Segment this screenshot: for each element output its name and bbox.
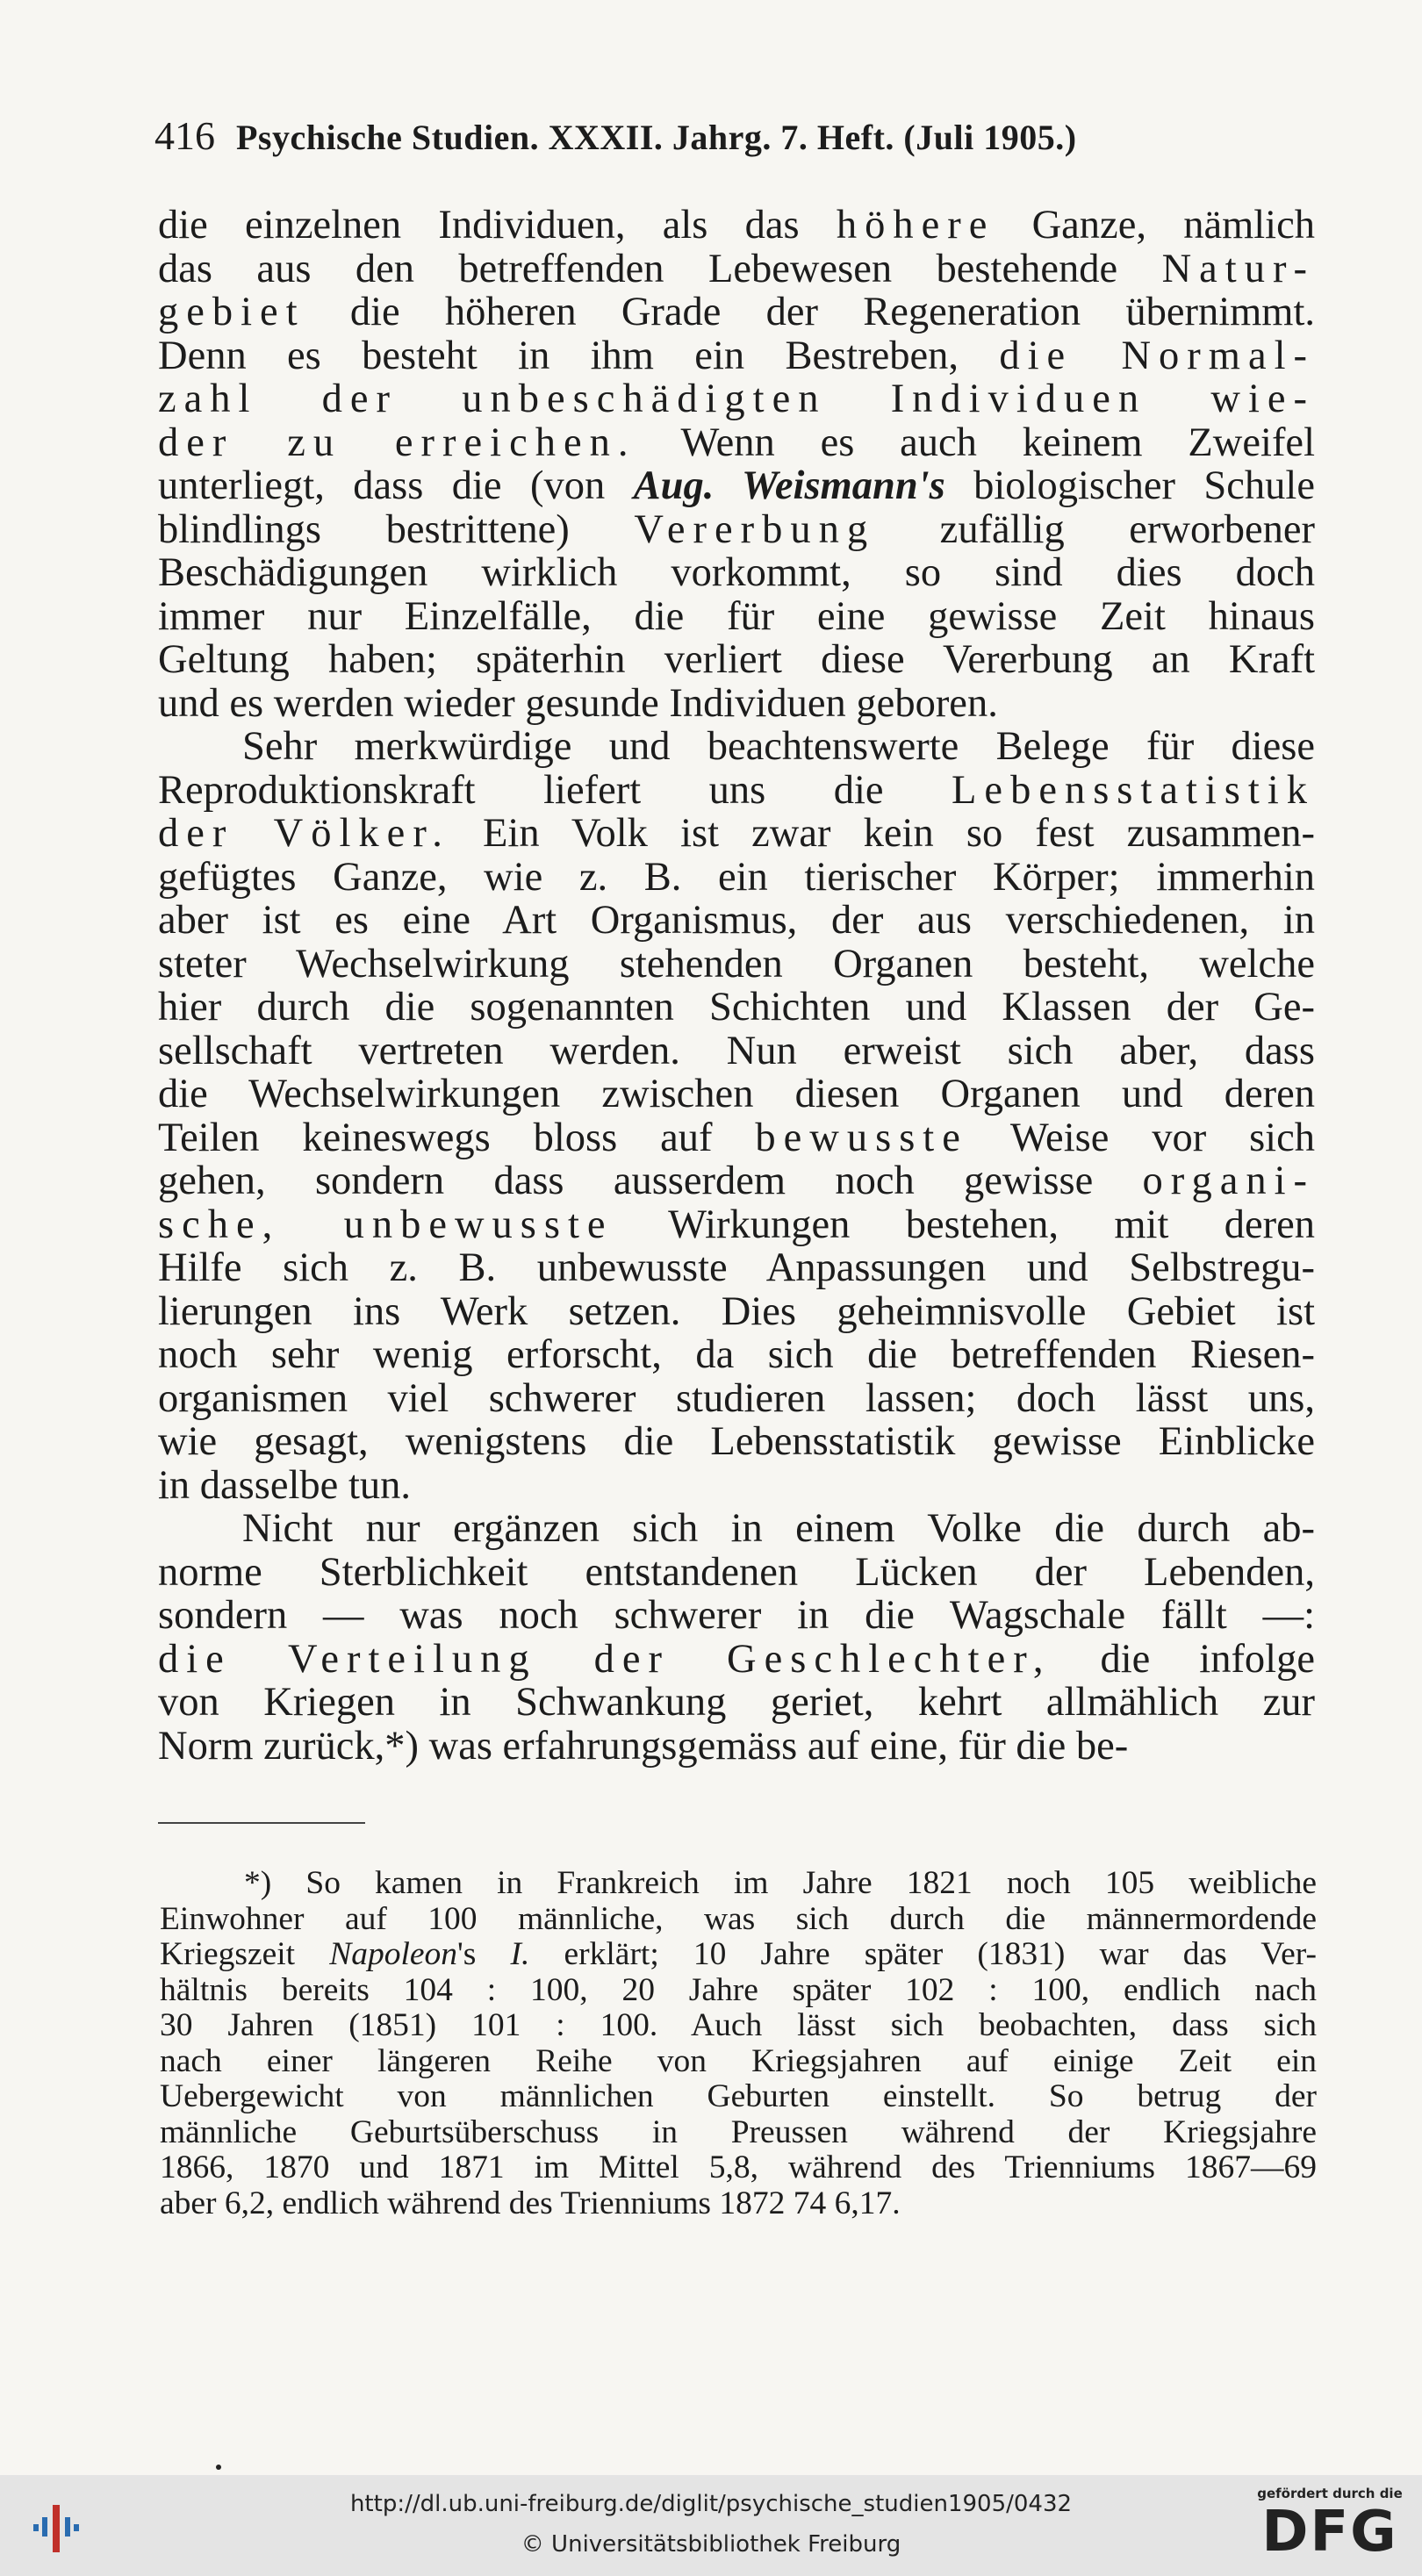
text-line — [158, 725, 1315, 769]
text-run: Nicht nur ergänzen sich in einem Volke die durch ab- — [242, 1506, 1315, 1551]
emphasis-spaced: die Verteilung der Geschlechter, — [158, 1636, 1052, 1682]
text-line — [158, 1638, 1315, 1682]
text-run: noch sehr wenig erforscht, da sich die betreffenden Riesen- — [158, 1332, 1315, 1377]
text-line — [158, 1073, 1315, 1116]
text-run: das aus den betreffenden Lebewesen bestehende — [158, 246, 1162, 291]
text-run: Reproduktionskraft liefert uns die — [158, 767, 952, 813]
text-run: Weise vor sich — [967, 1115, 1315, 1160]
text-run: sondern — was noch schwerer in die Wagschale fällt —: — [158, 1593, 1315, 1638]
running-header — [154, 112, 1296, 165]
text-run: lierungen ins Werk setzen. Dies geheimnisvolle Gebiet ist — [158, 1288, 1315, 1334]
text-run: Norm zurück,*) was erfahrungsgemäss auf eine, für die be- — [158, 1723, 1129, 1769]
emphasis-spaced: gebiet — [158, 290, 305, 334]
text-run: die höheren Grade der Regeneration übernimmt. — [305, 290, 1315, 334]
emphasis-spaced: Natur- — [1161, 246, 1315, 291]
text-line — [158, 856, 1315, 900]
dfg-wordmark: DFG — [1261, 2500, 1398, 2565]
text-line — [158, 334, 1315, 378]
text-line — [158, 1507, 1315, 1551]
text-run: männliche Geburtsüberschuss in Preussen während der Kriegsjahre — [160, 2113, 1317, 2150]
emphasis-spaced: organi- — [1142, 1159, 1315, 1203]
text-run: hältnis bereits 104 : 100, 20 Jahre später 102 : 100, endlich nach — [160, 1971, 1317, 2008]
text-line — [158, 508, 1315, 552]
text-line — [158, 291, 1315, 334]
text-run: steter Wechselwirkung stehenden Organen besteht, welche — [158, 941, 1315, 987]
text-run: hier durch die sogenannten Schichten und Klassen der Ge- — [158, 985, 1315, 1030]
text-line — [160, 1902, 1317, 1938]
text-run: 1866, 1870 und 1871 im Mittel 5,8, während des Trienniums 1867—69 — [160, 2149, 1317, 2185]
emphasis-spaced: bewusste — [755, 1115, 968, 1160]
emphasis-spaced: höhere — [836, 203, 995, 248]
ink-speck — [216, 2465, 221, 2470]
text-run: gefügtes Ganze, wie z. B. ein tierischer Körper; immerhin — [158, 854, 1315, 900]
text-line — [158, 1725, 1315, 1769]
text-run: Kriegszeit — [160, 1936, 330, 1972]
italic-name: Aug. Weismann's — [633, 463, 945, 508]
text-line — [158, 595, 1315, 639]
text-run: erklärt; 10 Jahre später (1831) war das Ver- — [529, 1936, 1317, 1972]
text-line — [160, 2079, 1317, 2115]
text-line — [158, 1420, 1315, 1464]
text-line — [158, 1551, 1315, 1595]
text-run: Hilfe sich z. B. unbewusste Anpassungen und Selbstregu- — [158, 1245, 1315, 1290]
text-run: aber ist es eine Art Organismus, der aus verschiedenen, in — [158, 898, 1315, 943]
text-line — [158, 421, 1315, 465]
text-run: Denn es besteht in ihm ein Bestreben, — [158, 333, 1000, 378]
text-run: organismen viel schwerer studieren lassen; doch lässt uns, — [158, 1375, 1315, 1421]
text-run: biologischer Schule — [944, 463, 1315, 508]
text-line — [158, 1681, 1315, 1725]
text-run: die infolge — [1051, 1636, 1315, 1682]
emphasis-spaced: Vererbung — [634, 506, 876, 552]
text-run: Wirkungen bestehen, mit deren — [613, 1202, 1315, 1247]
text-run: aber 6,2, endlich während des Trienniums 1872 74 6,17. — [160, 2185, 901, 2221]
text-run: 's — [457, 1936, 511, 1972]
text-run: Uebergewicht von männlichen Geburten einstellt. So betrug der — [160, 2078, 1317, 2114]
source-url[interactable]: http://dl.ub.uni-freiburg.de/diglit/psychische_studien1905/0432 — [349, 2491, 1073, 2517]
text-run: wie gesagt, wenigstens die Lebensstatistik gewisse Einblicke — [158, 1419, 1315, 1464]
emphasis-spaced: Lebensstatistik — [952, 767, 1315, 813]
text-run: blindlings bestrittene) — [158, 506, 635, 552]
body-text — [158, 204, 1315, 1768]
text-run: Wenn es auch keinem Zweifel — [636, 420, 1315, 465]
text-run: und es werden wieder gesunde Individuen geboren. — [158, 680, 998, 726]
text-run: *) So kamen in Frankreich im Jahre 1821 noch 105 weibliche — [244, 1865, 1317, 1901]
text-line — [158, 204, 1315, 248]
text-run: Ein Volk ist zwar kein so fest zusammen- — [449, 811, 1315, 856]
text-run: die einzelnen Individuen, als das — [158, 203, 837, 248]
text-line — [158, 1290, 1315, 1334]
text-run: unterliegt, dass die (von — [158, 463, 634, 508]
page-number: 416 — [154, 113, 215, 158]
text-run: sellschaft vertreten werden. Nun erweist sich aber, dass — [158, 1028, 1315, 1073]
text-line — [158, 1333, 1315, 1377]
text-run: gehen, sondern dass ausserdem noch gewisse — [158, 1159, 1143, 1203]
footnote-rule — [158, 1822, 365, 1824]
text-line — [158, 812, 1315, 856]
text-run: von Kriegen in Schwankung geriet, kehrt allmählich zur — [158, 1680, 1315, 1725]
text-run: norme Sterblichkeit entstandenen Lücken der Lebenden, — [158, 1549, 1315, 1595]
text-line — [158, 1377, 1315, 1421]
text-line — [158, 986, 1315, 1030]
text-run: Sehr merkwürdige und beachtenswerte Belege für diese — [242, 724, 1315, 769]
italic-name: Napoleon — [329, 1936, 458, 1972]
text-run: Geltung haben; späterhin verliert diese Vererbung an Kraft — [158, 637, 1315, 682]
emphasis-spaced: zahl der unbeschädigten Individuen wie- — [158, 377, 1315, 421]
text-line — [158, 377, 1315, 421]
text-run: zufällig erworbener — [875, 506, 1315, 552]
text-line — [160, 2008, 1317, 2044]
footer-bar — [0, 2475, 1422, 2576]
text-line — [160, 1937, 1317, 1973]
text-line — [158, 1116, 1315, 1160]
text-line — [158, 943, 1315, 987]
text-line — [158, 899, 1315, 943]
text-line — [158, 248, 1315, 291]
text-run: die Wechselwirkungen zwischen diesen Organen und deren — [158, 1072, 1315, 1116]
text-line — [158, 682, 1315, 726]
text-run: Beschädigungen wirklich vorkommt, so sind dies doch — [158, 550, 1315, 595]
emphasis-spaced: sche, unbewusste — [158, 1202, 614, 1247]
text-line — [160, 2150, 1317, 2186]
emphasis-spaced: der zu erreichen. — [158, 420, 636, 465]
dfg-caption: gefördert durch die — [1257, 2486, 1403, 2501]
text-run: in dasselbe tun. — [158, 1462, 411, 1508]
text-line — [158, 1030, 1315, 1073]
text-line — [158, 551, 1315, 595]
copyright-notice: © Universitätsbibliothek Freiburg — [521, 2531, 901, 2558]
emphasis-spaced: die Normal- — [999, 333, 1315, 378]
text-run: immer nur Einzelfälle, die für eine gewisse Zeit hinaus — [158, 593, 1315, 639]
text-line — [158, 1246, 1315, 1290]
text-line — [158, 1159, 1315, 1203]
text-run: Einwohner auf 100 männliche, was sich durch die männermordende — [160, 1900, 1317, 1937]
text-line — [158, 1594, 1315, 1638]
text-line — [158, 1464, 1315, 1508]
text-line — [160, 1973, 1317, 2009]
text-line — [158, 464, 1315, 508]
text-line — [158, 1203, 1315, 1247]
text-line — [160, 1866, 1317, 1902]
text-line — [160, 2186, 1317, 2222]
text-run: Ganze, nämlich — [995, 203, 1315, 248]
running-title: Psychische Studien. XXXII. Jahrg. 7. Heft. (Juli 1905.) — [236, 118, 1077, 157]
footnote — [160, 1866, 1317, 2221]
text-line — [160, 2115, 1317, 2151]
text-run: 30 Jahren (1851) 101 : 100. Auch lässt sich beobachten, dass sich — [160, 2007, 1317, 2043]
italic-name: I. — [510, 1936, 530, 1972]
text-line — [158, 769, 1315, 813]
text-run: Teilen keineswegs bloss auf — [158, 1115, 756, 1160]
emphasis-spaced: der Völker. — [158, 811, 450, 856]
text-line — [158, 638, 1315, 682]
dfg-logo — [1255, 2486, 1404, 2570]
text-line — [160, 2044, 1317, 2080]
text-run: nach einer längeren Reihe von Kriegsjahren auf einige Zeit ein — [160, 2042, 1317, 2079]
